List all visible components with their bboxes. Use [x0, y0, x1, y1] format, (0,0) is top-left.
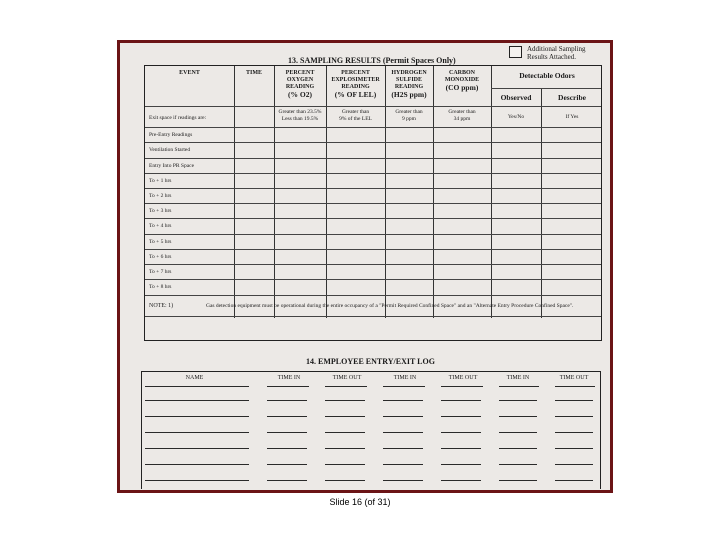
header-detectable-odors: Detectable Odors: [519, 71, 575, 80]
log-col-name: NAME: [185, 375, 204, 381]
event-label: Entry Into PR Space: [149, 163, 195, 169]
log-col-time-in: TIME IN: [506, 375, 530, 381]
h2s-limit: Greater than 9 ppm: [395, 109, 423, 122]
event-label: To + 5 hrs: [149, 239, 172, 245]
note-label: NOTE: 1): [149, 303, 174, 309]
header-time: TIME: [245, 70, 262, 76]
header-describe: Describe: [558, 93, 586, 102]
header-lel: PERCENT EXPLOSIMETER READING (% OF LEL): [331, 70, 380, 99]
event-label: To + 2 hrs: [149, 193, 172, 199]
header-observed: Observed: [500, 93, 532, 102]
permit-form-photo: [120, 43, 610, 490]
document-photo-frame: [117, 40, 613, 493]
attach-line-1: Additional Sampling: [527, 45, 586, 53]
slide-caption: Slide 16 (of 31): [329, 497, 391, 507]
event-label: To + 1 hrs: [149, 178, 172, 184]
header-event: EVENT: [179, 70, 200, 76]
sampling-results-table: [144, 65, 602, 341]
event-label: Ventilation Started: [149, 147, 191, 153]
attach-line-2: Results Attached.: [527, 53, 576, 61]
header-h2s: HYDROGEN SULFIDE READING (H2S ppm): [391, 70, 427, 99]
oxygen-limit: Greater than 23.5% Less than 19.5%: [278, 109, 322, 122]
log-col-time-in: TIME IN: [393, 375, 417, 381]
co-limit: Greater than 34 ppm: [448, 109, 476, 122]
header-co: CARBON MONOXIDE (CO ppm): [444, 70, 480, 92]
event-label: To + 3 hrs: [149, 208, 172, 214]
note-text: Gas detection equipment must be operational during the entire occupancy of a "Permit Required Confined Space" and an "Alternate Entry Procedure Confined Space".: [206, 303, 574, 309]
event-label: To + 8 hrs: [149, 284, 172, 290]
log-col-time-in: TIME IN: [277, 375, 301, 381]
lel-limit: Greater than 9% of the LEL: [339, 109, 372, 122]
entry-exit-log-table: [141, 371, 601, 489]
entry-exit-log-title: 14. EMPLOYEE ENTRY/EXIT LOG: [306, 357, 435, 366]
event-label: To + 6 hrs: [149, 254, 172, 260]
event-label: To + 4 hrs: [149, 223, 172, 229]
additional-results-checkbox: [509, 46, 522, 58]
log-col-time-out: TIME OUT: [559, 375, 589, 381]
exit-row-label: Exit space if readings are:: [149, 115, 207, 121]
observed-yes-no: Yes/No: [507, 114, 525, 120]
log-col-time-out: TIME OUT: [332, 375, 362, 381]
additional-results-label: [527, 45, 586, 61]
log-col-time-out: TIME OUT: [448, 375, 478, 381]
event-label: To + 7 hrs: [149, 269, 172, 275]
sampling-results-title: 13. SAMPLING RESULTS (Permit Spaces Only): [288, 56, 456, 65]
event-label: Pre-Entry Readings: [149, 132, 193, 138]
describe-if-yes: If Yes: [565, 114, 579, 120]
header-oxygen: PERCENT OXYGEN READING (% O2): [285, 70, 315, 99]
